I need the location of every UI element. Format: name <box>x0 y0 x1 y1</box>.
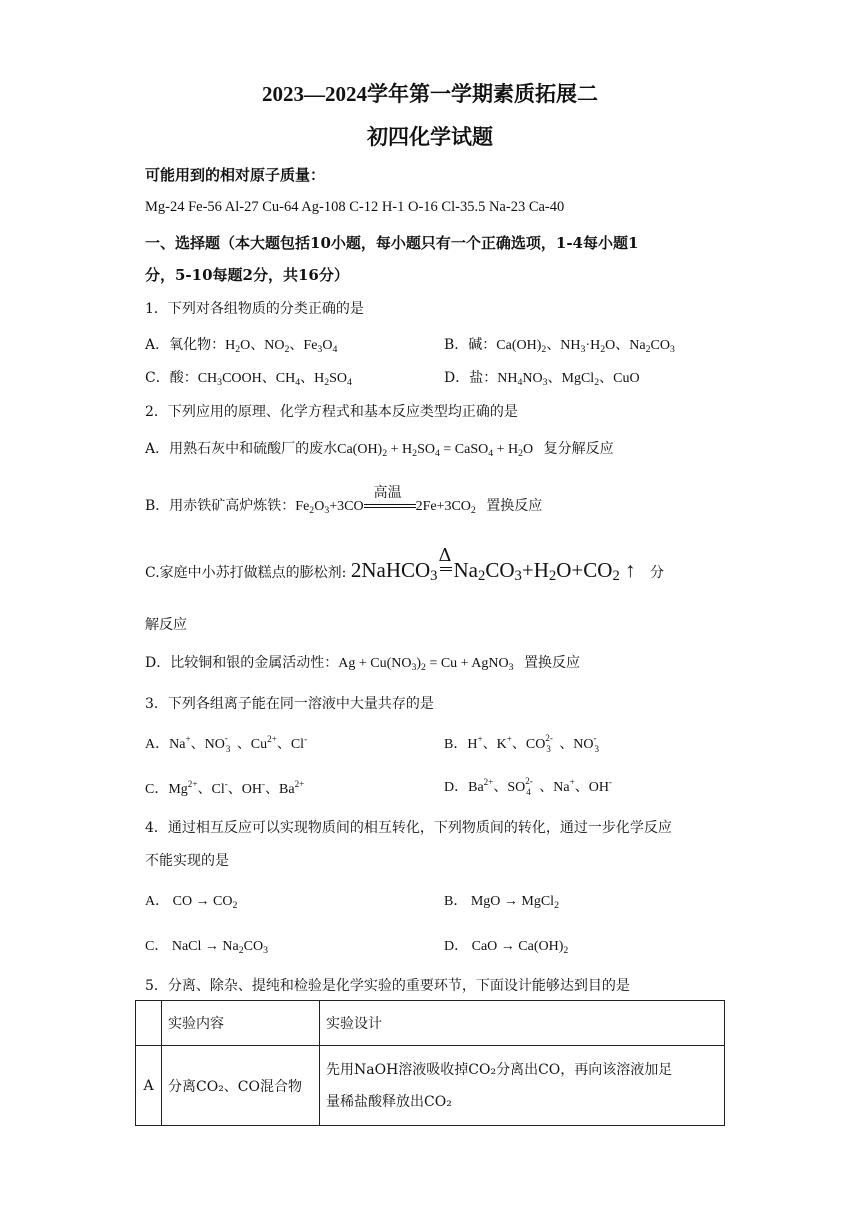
section-heading-line1: 一、选择题（本大题包括10小题，每小题只有一个正确选项，1-4每小题1 <box>145 234 639 252</box>
q2-option-a: A．用熟石灰中和硫酸厂的废水$Ca(OH)_2 + H_2SO_4$ = CaSO$_4$ + $H_2O$ 复分解反应 <box>145 441 614 459</box>
q2-option-c-cont: 解反应 <box>145 617 187 633</box>
q1-option-d: D．盐：$NH_4NO_3$、MgCl$_2$、CuO <box>444 370 640 388</box>
reaction-condition: 高温 <box>364 496 416 516</box>
q3-option-c: C．$Mg^{2+}$、Cl-、OH-、$Ba^{2+}$ <box>145 779 305 797</box>
q3-option-b: B．H+、K+、CO 2- 3 、NO - 3 <box>444 732 600 754</box>
q2-stem: 2．下列应用的原理、化学方程式和基本反应类型均正确的是 <box>145 404 518 420</box>
table-header-content: 实验内容 <box>162 1001 320 1046</box>
row-content: 分离CO₂、CO混合物 <box>162 1046 320 1126</box>
q1-option-a: A．氧化物：$H_2O$、$NO_2$、$Fe_3O_4$ <box>145 337 338 355</box>
q4-option-d: D． CaO → $Ca(OH)_2$ <box>444 939 569 956</box>
q4-stem-line1: 4．通过相互反应可以实现物质间的相互转化，下列物质间的转化，通过一步化学反应 <box>145 820 672 836</box>
table-row <box>136 1046 725 1126</box>
q3-option-d: D．$Ba^{2+}$、SO 2- 4 、Na+、OH- <box>444 775 612 797</box>
exam-title: 2023—2024学年第一学期素质拓展二 <box>262 82 598 106</box>
table-header-empty <box>136 1001 162 1046</box>
exam-subtitle: 初四化学试题 <box>367 125 493 149</box>
heat-symbol: Δ <box>438 563 454 583</box>
section-heading-line2: 分，5-10每题2分，共16分） <box>145 266 349 284</box>
q4-option-c: C． NaCl → $Na_2CO_3$ <box>145 939 268 956</box>
q2-option-c: C.家庭中小苏打做糕点的膨松剂: 2NaHCO$_3$ Δ $Na_2CO_3+H_2O+CO_2$ ↑ 分 <box>145 545 664 584</box>
q5-table <box>135 1000 725 1126</box>
row-design: 先用NaOH溶液吸收掉CO₂分离出CO，再向该溶液加足 量稀盐酸释放出CO₂ <box>320 1046 725 1126</box>
table-header-row <box>136 1001 725 1046</box>
q2-option-d: D．比较铜和银的金属活动性：$Ag + Cu(NO_3)_2 = Cu$ + AgNO$_3$ 置换反应 <box>145 655 580 673</box>
atomic-mass-values: Mg-24 Fe-56 Al-27 Cu-64 Ag-108 C-12 H-1 O-16 Cl-35.5 Na-23 Ca-40 <box>145 199 565 215</box>
q4-stem-line2: 不能实现的是 <box>145 853 229 869</box>
row-label: A <box>136 1046 162 1126</box>
q5-stem: 5．分离、除杂、提纯和检验是化学实验的重要环节，下面设计能够达到目的是 <box>145 978 630 994</box>
q4-option-b: B． MgO → MgCl$_2$ <box>444 894 559 911</box>
atomic-mass-heading: 可能用到的相对原子质量： <box>145 166 326 184</box>
q3-stem: 3．下列各组离子能在同一溶液中大量共存的是 <box>145 696 434 712</box>
table-header-design: 实验设计 <box>320 1001 725 1046</box>
q1-option-c: C．酸：$CH_3COOH$、$CH_4$、$H_2SO_4$ <box>145 370 352 388</box>
q1-stem: 1．下列对各组物质的分类正确的是 <box>145 301 364 317</box>
q3-option-a: A．Na+、NO - 3 、$Cu^{2+}$、Cl- <box>145 732 308 754</box>
q4-option-a: A． CO → $CO_2$ <box>145 894 238 911</box>
q2-option-b: B．用赤铁矿高炉炼铁：$Fe_2O_3+3CO$ 高温 $2Fe+3CO_2$ 置换反应 <box>145 485 543 516</box>
q1-option-b: B．碱：$Ca(OH)_2$、$NH_3\cdot H_2O$、$Na_2CO_3$ <box>444 337 675 355</box>
